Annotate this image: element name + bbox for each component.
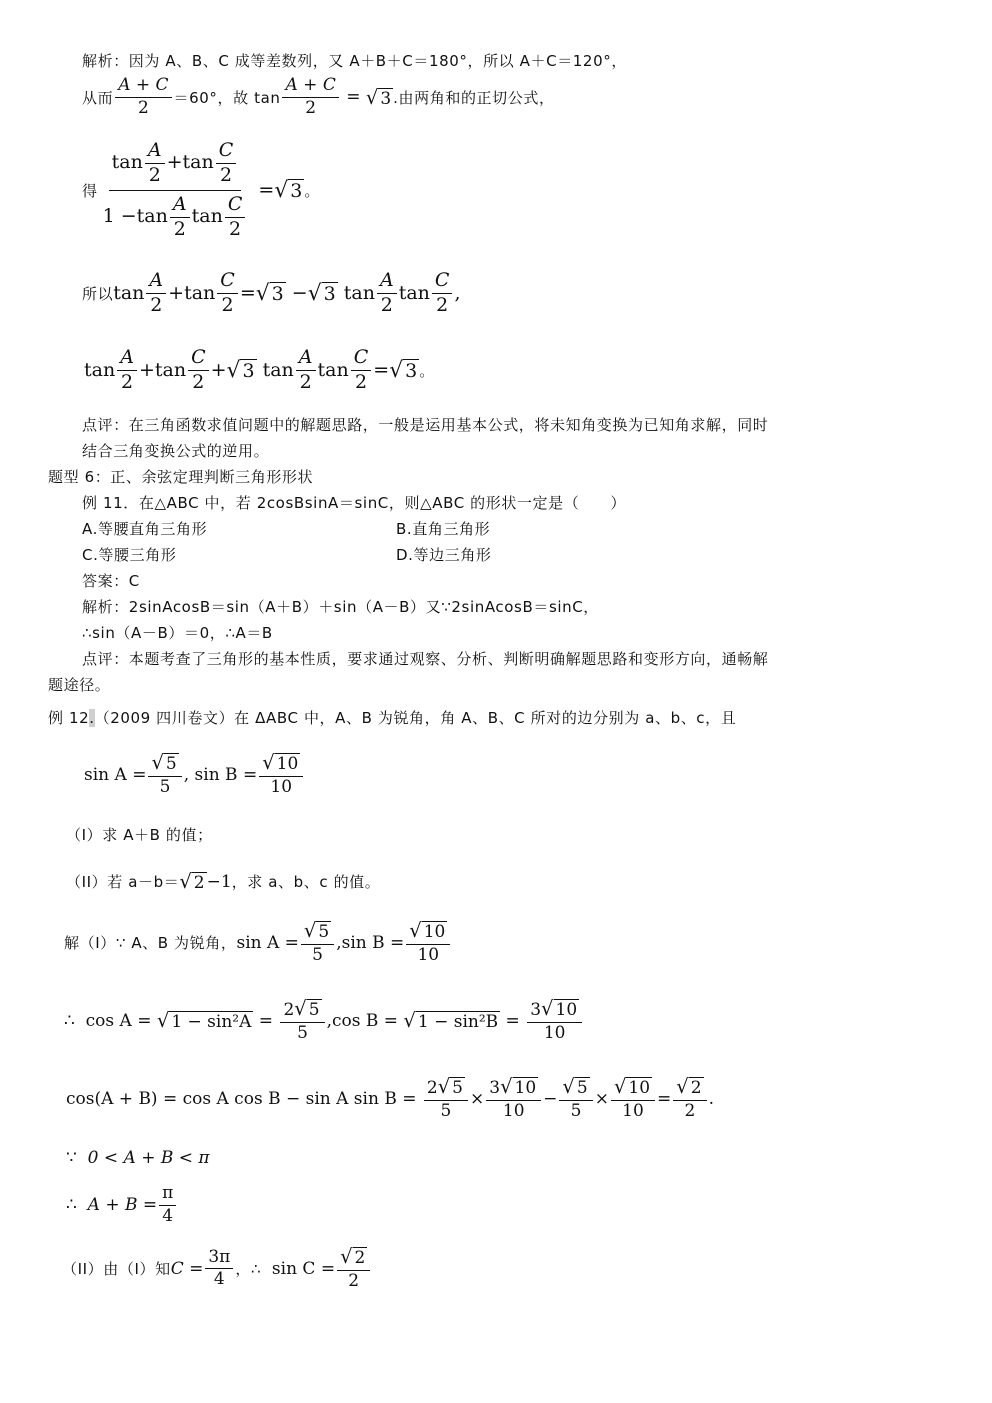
analysis-line-1: 解析：因为 A、B、C 成等差数列，又 A＋B＋C＝180°，所以 A＋C＝120°， (82, 52, 627, 70)
denominator: 2 (137, 97, 149, 118)
a-plus-b-result: ∴ A + B = $\frac{\pi}{4}$ (66, 1184, 178, 1226)
option-c: C.等腰三角形 (82, 546, 177, 564)
text: 从而 (82, 88, 114, 107)
tan-sum-formula: 得 tan $\frac{A}{2}$ + tan $\frac{C}{2}$ 1 − tan $\frac{A}{2}$ tan $\frac{C}{2}$ = √ 3 。 (82, 139, 320, 240)
option-a: A.等腰直角三角形 (82, 520, 208, 538)
comment-1-line-1: 点评：在三角函数求值问题中的解题思路，一般是运用基本公式，将未知角变换为已知角求解，同时 (82, 416, 769, 434)
given-sin-values: sin A = $\frac{√ 5}{5}$ , sin B = $\frac{√ 10}{10}$ (84, 752, 305, 797)
comment-1-line-2: 结合三角变换公式的逆用。 (82, 442, 270, 460)
text: 得 (82, 181, 98, 200)
analysis-11-line-1: 解析：2sinAcosB＝sin（A＋B）＋sin（A－B）又∵2sinAcosB＝sinC， (82, 598, 599, 616)
text: .由两角和的正切公式， (393, 88, 555, 107)
solution-1-cos-values: ∴ cos A = √ 1 − sin²A = $\frac{2√ 5}{5}$ , cos B = √ 1 − sin²B = $\frac{3√ 10}{10}$ (64, 998, 584, 1043)
sqrt-3: √ 3 (365, 85, 392, 109)
denominator: 2 (305, 97, 317, 118)
tan-relation-1: 所以 tan $\frac{A}{2}$ + tan $\frac{C}{2}$ = √ 3 − √ 3 tan $\frac{A}{2}$ tan $\frac{C}{2}$ , (82, 269, 461, 316)
tan-sum-fraction: tan $\frac{A}{2}$ + tan $\frac{C}{2}$ 1 − tan $\frac{A}{2}$ tan $\frac{C}{2}$ (100, 140, 251, 240)
analysis-11-line-2: ∴sin（A－B）＝0，∴A＝B (82, 624, 273, 642)
numerator: A + C (282, 76, 338, 98)
text: ＝60°，故 tan (173, 88, 281, 107)
example-12-heading: 例 12.（2009 四川卷文）在 ΔABC 中，A、B 为锐角，角 A、B、C 所对的边分别为 a、b、c，且 (48, 709, 737, 727)
question-1: （I）求 A＋B 的值； (66, 826, 213, 844)
text: 所以 (82, 284, 114, 303)
tan-relation-2: tan $\frac{A}{2}$ + tan $\frac{C}{2}$ + √ 3 tan $\frac{A}{2}$ tan $\frac{C}{2}$ = √ 3 。 (84, 346, 435, 393)
solution-1-line-1: 解（I）∵ A、B 为锐角， sin A = $\frac{√ 5}{5}$ , sin B = $\frac{√ 10}{10}$ (64, 920, 452, 965)
sqrt-3: √ 3 (274, 177, 303, 203)
fraction-a-plus-c-over-2 (115, 76, 171, 118)
range-line: ∵ 0 < A + B < π (66, 1148, 210, 1168)
cos-a-plus-b-formula: cos(A + B) = cos A cos B − sin A sin B = $\frac{2√ 5}{5}$ × $\frac{3√ 10}{10}$ − $\frac{√ 5}{5}$ × $\frac{√ 10}{10}$ = $\frac{√ 2}{2}$ . (66, 1075, 714, 1121)
option-d: D.等边三角形 (396, 546, 492, 564)
fraction-a-plus-c-over-2 (282, 76, 338, 118)
option-b: B.直角三角形 (396, 520, 491, 538)
question-2: （II）若 a－b＝ √ 2 −1 ，求 a、b、c 的值。 (66, 870, 381, 893)
comment-2-line-2: 题途径。 (48, 676, 111, 694)
section-heading-type-6: 题型 6：正、余弦定理判断三角形形状 (48, 468, 314, 486)
comment-2-line-1: 点评：本题考查了三角形的基本性质，要求通过观察、分析、判断明确解题思路和变形方向，通畅解 (82, 650, 769, 668)
example-11-question: 例 11．在△ABC 中，若 2cosBsinA＝sinC，则△ABC 的形状一定是（ ） (82, 494, 627, 512)
analysis-line-2: 从而 $\frac{A + C}{2}$ ＝60°，故 tan $\frac{A + C}{2}$ = √ 3 .由两角和的正切公式， (82, 75, 555, 118)
solution-2-line-1: （II）由（I）知 C = $\frac{3\pi}{4}$ ，∴ sin C = $\frac{√ 2}{2}$ (62, 1246, 372, 1291)
numerator: A + C (115, 76, 171, 98)
answer: 答案：C (82, 572, 140, 590)
